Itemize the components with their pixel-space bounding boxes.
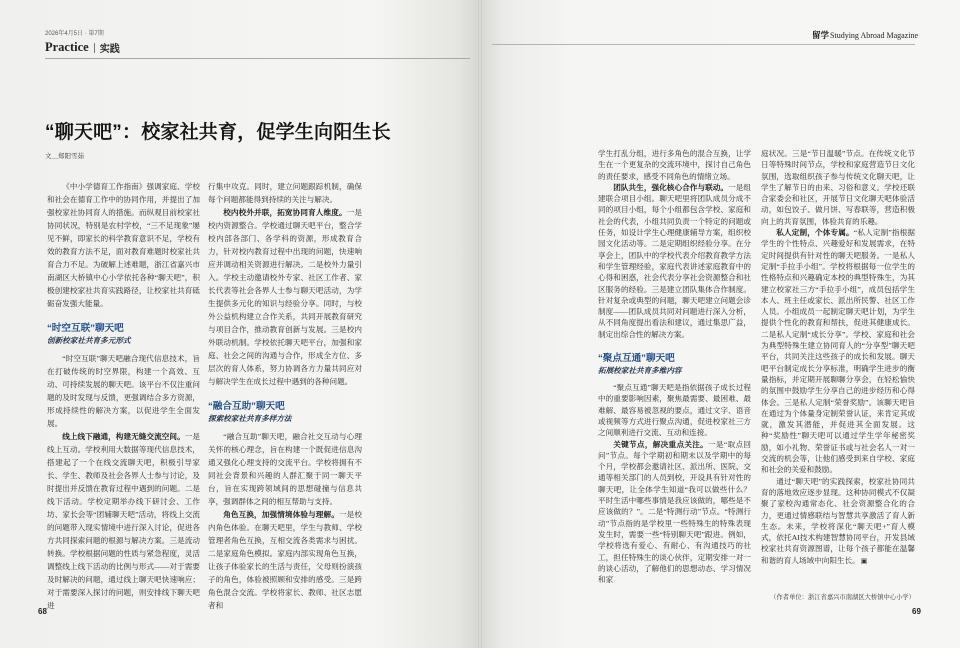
- magazine-logo-cn: 留学: [812, 30, 830, 40]
- section-heading-block: [598, 352, 751, 377]
- header-rule-right: [492, 44, 915, 45]
- body-paragraph: [598, 439, 751, 586]
- issue-date-line: 2026年4月5日 · 第7期: [45, 31, 104, 37]
- text-column-2: [208, 180, 362, 610]
- section-subheading: 创新校家社共育多元形式: [47, 336, 131, 345]
- paragraph-text: “私人定制”指根据学生的个性特点、兴趣爱好和发展需求，在特定时间提供有针对性的聊天吧服务。一是私人定制“手拉手小组”。学校将根据每一位学生的性格特点和兴趣确定本校的典型特殊生，为其建立校家社三方“手拉手小组”，成员包括学生本人、班主任或家长、派出所民警、社区工作人员。小组成员一起制定聊天吧计划，为学生提供个性化的教育和帮扶，促进其健康成长。二是私人定制“成长分享”。学校、家庭和社会为典型特殊生建立协同育人的“分享型”聊天吧平台，共同关注这些孩子的成长和发展。聊天吧平台制定成长分享标准，明确学生进步的衡量指标，并定期开展聊聊分享会，在轻松愉快的氛围中鼓励学生分享自己的进步经历和心得体会。三是私人定制“荣誉奖励”。该聊天吧旨在通过为个体量身定制荣誉认证，来肯定其成就，激发其潜能，并促进其全面发展。这种“奖励性”聊天吧可以通过学生学年秘密奖励，如小礼物、荣誉证书或与社会名人一对一交流的机会等，让他们感受到来自学校、家庭和社会的关爱和鼓励。: [761, 228, 915, 475]
- continued-paragraph: 庭状况。三是“节日温暖”节点。在传统文化节日等特殊时间节点，学校和家庭营造节日文化氛围，选取组织孩子参与传统文化聊天吧，让学生了解节日的由来、习俗和意义。学校还联合家委会和社区，开展节日文化聊天吧体验活动，如包饺子、做月饼、写春联等，营造积极向上的共育氛围，体验共育的乐趣。: [761, 149, 915, 226]
- paragraph-lead: 角色互换，加强情境体验与理解。: [223, 510, 339, 519]
- end-of-article-icon: ▣: [860, 556, 868, 565]
- body-paragraph: [761, 227, 915, 476]
- section-heading: “融合互助”聊天吧: [208, 401, 285, 412]
- body-paragraph: [208, 508, 362, 612]
- article-title: “聊天吧”：校家社共育，促学生向阳生长: [45, 122, 391, 143]
- page-number-left: 68: [38, 607, 47, 616]
- section-heading: “聚点互通”聊天吧: [598, 353, 675, 365]
- paragraph-lead: 团队共生，强化核心合作与联动。: [613, 182, 729, 192]
- closing-paragraph: [761, 476, 915, 567]
- section-label: [45, 40, 120, 55]
- section-subheading: 探索校家社共育多样方法: [208, 414, 292, 423]
- paragraph-lead: 私人定制，个体专属。: [776, 228, 854, 238]
- text-column-3: [598, 148, 751, 604]
- paragraph-text: 通过“聊天吧”的实践探索，校家社协同共育的落地效应逐步显现。这种协同模式不仅凝聚了家校沟通常态化、社会资源整合化的合力，更通过情感联结与智慧共享激活了育人新生态。未来，学校将深化“聊天吧+”育人模式，依托AI技术构建智慧协同平台，开发县域校家社共育资源图谱，让每个孩子都能在温馨和谐的育人场域中向阳生长。: [761, 476, 915, 565]
- page-spine: [478, 0, 482, 648]
- continued-paragraph: 学生打乱分组，进行多角色的混合互换，让学生在一个更复杂的交流环境中，探讨自己角色的责任要求，感受不同角色的情绪立场。: [598, 149, 751, 181]
- body-paragraph: “融合互助”聊天吧，融合社交互动与心理关怀的核心理念，旨在构建一个既促进信息沟通又强化心理支持的交流平台。学校将拥有不同社会背景和兴趣的人群汇聚于同一聊天平台，旨在实现跨领域间的思想碰撞与信息共享，强调群体之间的相互帮助与支持。: [208, 432, 362, 506]
- page-number-right: 69: [912, 607, 921, 616]
- section-subheading: 拓展校家社共育多维内容: [598, 366, 682, 376]
- body-paragraph: [47, 430, 200, 612]
- body-paragraph: “时空互联”聊天吧融合现代信息技术，旨在打破传统的时空界限，构建一个高效、互动、可持续发展的聊天吧。该平台不仅注重问题的及时发现与反馈，更强调结合多方资源，形成持续性的解决方案，以促进学生全面发展。: [47, 354, 200, 428]
- body-paragraph: [208, 206, 362, 388]
- section-heading-block: [47, 322, 200, 347]
- continued-paragraph: 行集中攻克。同时，建立问题跟踪机制，确保每个问题都能得到持续的关注与解决。: [208, 182, 362, 204]
- text-column-1: [47, 180, 201, 610]
- paragraph-text: 一是组建联合项目小组。聊天吧里将团队成员分成不同的项目小组，每个小组都包含学校、家庭和社会的代表，小组共同负责一个特定的问题或任务，如设计学生心理健康辅导方案，组织校园文化活动等。二是定期组织经验分享。在分享会上，团队中的学校代表介绍教育教学方法和学生管理经验，家庭代表讲述家庭教育中的心得和困惑，社会代表分享社会资源整合和社区服务的经验。三是建立团队集体合作制度。针对复杂或典型的问题，聊天吧建立问题会诊制度——团队成员共同对问题进行深入分析，从不同角度提出看法和建议，通过集思广益，制定出综合性的解决方案。: [598, 182, 752, 339]
- section-label-cn: 实践: [99, 44, 120, 55]
- paragraph-lead: 线上线下融通，构建无缝交流空间。: [62, 432, 185, 441]
- section-heading: “时空互联”聊天吧: [47, 323, 124, 334]
- author-affiliation: （作者单位：浙江省嘉兴市南湖区大桥镇中心小学）: [770, 594, 915, 601]
- magazine-logo-en: Studying Abroad Magazine: [830, 31, 918, 40]
- intro-paragraph: 《中小学德育工作指南》强调家庭、学校和社会在德育工作中的协同作用，并提出了加强校家社协同育人的措施。而纵观目前校家社协同状况，特别是农村学校，“三不足现象”屡见不鲜，即家长的科学教育意识不足，学校有效的教育方法不足，面对教育难题时校家社共育合力不足。为破解上述难题，浙江省嘉兴市南湖区大桥镇中心小学依托各种“聊天吧”，积极创建校家社共育实践路径，让校家社共育砥砺奋发强大能量。: [47, 182, 200, 308]
- paragraph-lead: 关键节点，解决重点关注。: [613, 439, 709, 449]
- body-paragraph: “聚点互通”聊天吧是指依据孩子成长过程中的重要影响因素，聚焦最需要、最困难、最难解、最容易被忽视的要点，通过文字、语音或视频等方式进行聚点沟通，促进校家社三方之间顺利进行交流、互动和连接。: [598, 383, 751, 438]
- paragraph-text: 一是校内角色体验。在聊天吧里，学生与教师、学校管理者角色互换，互相交流各类需求与困扰。二是家庭角色模拟。家庭内部实现角色互换，让孩子体验家长的生活与责任，父母则扮演孩子的角色，体验被照顾和安排的感受。三是跨角色混合交流。学校将家长、教师、社区志愿者和: [208, 510, 362, 610]
- header-rule-left: [45, 58, 470, 59]
- magazine-logo: [812, 29, 918, 41]
- section-heading-block: [208, 400, 362, 425]
- article-byline: 文＿郑阳雪茹: [45, 153, 84, 160]
- section-label-en: Practice: [45, 40, 89, 54]
- text-column-4: [761, 148, 915, 590]
- paragraph-text: 一是“取点回问”节点。每个学期初和期末以及学期中的每个月，学校都会邀请社区、派出所、医院、交通等相关部门的人员到校，开设具有针对性的聊天吧，让全体学生知道“我可以做些什么？平时生活中哪些事情是我应该做的，哪些是不应该做的？”。二是“特测行动”节点。“特测行动”节点指的是学校里一些特殊生的特殊表现发生时，需要一些“特别聊天吧”跟进。例如，学校将选有爱心、有耐心、有沟通技巧的社工，担任特殊生的谈心伙伴，定期安排一对一的谈心活动，了解他们的思想动态、学习情况和家: [598, 439, 752, 585]
- paragraph-text: 一是校内资源整合。学校通过聊天吧平台，整合学校内部各部门、各学科的资源，形成教育合力，针对校内教育过程中出现的问题，快速响应并调动相关资源进行解决。二是校外力量引入。学校主动邀请校外专家、社区工作者、家长代表等社会各界人士参与聊天吧活动，为学生提供多元化的知识与经验分享。同时，与校外公益机构建立合作关系，共同开展教育研究与项目合作，推动教育创新与发展。三是校内外联动机制。学校依托聊天吧平台，加强和家庭、社会之间的沟通与合作，形成全方位、多层次的育人体系，努力协调各方力量共同应对与解决学生在成长过程中遇到的各种问题。: [208, 208, 362, 386]
- paragraph-lead: 校内校外并联，拓宽协同育人维度。: [223, 208, 347, 217]
- body-paragraph: [598, 182, 751, 340]
- paragraph-text: 一是线上互动。学校利用大数据等现代信息技术，搭建起了一个在线交流聊天吧，积极引导家长、学生、教师及社会各界人士参与讨论，及时提出并反馈在教育过程中遇到的问题。二是线下活动。学校定期举办线下研讨会、工作坊、家长会等“团辅聊天吧”活动，将线上交流的问题带入现实情境中进行深入讨论，促进各方共同探索问题的根源与解决方案。三是流动转换。学校根据问题的性质与紧急程度，灵活调整线上线下活动的比例与形式——对于需要及时解决的问题，通过线上聊天吧快速响应；对于需要深入探讨的问题，则安排线下聊天吧进: [47, 432, 201, 610]
- section-separator: [94, 43, 95, 53]
